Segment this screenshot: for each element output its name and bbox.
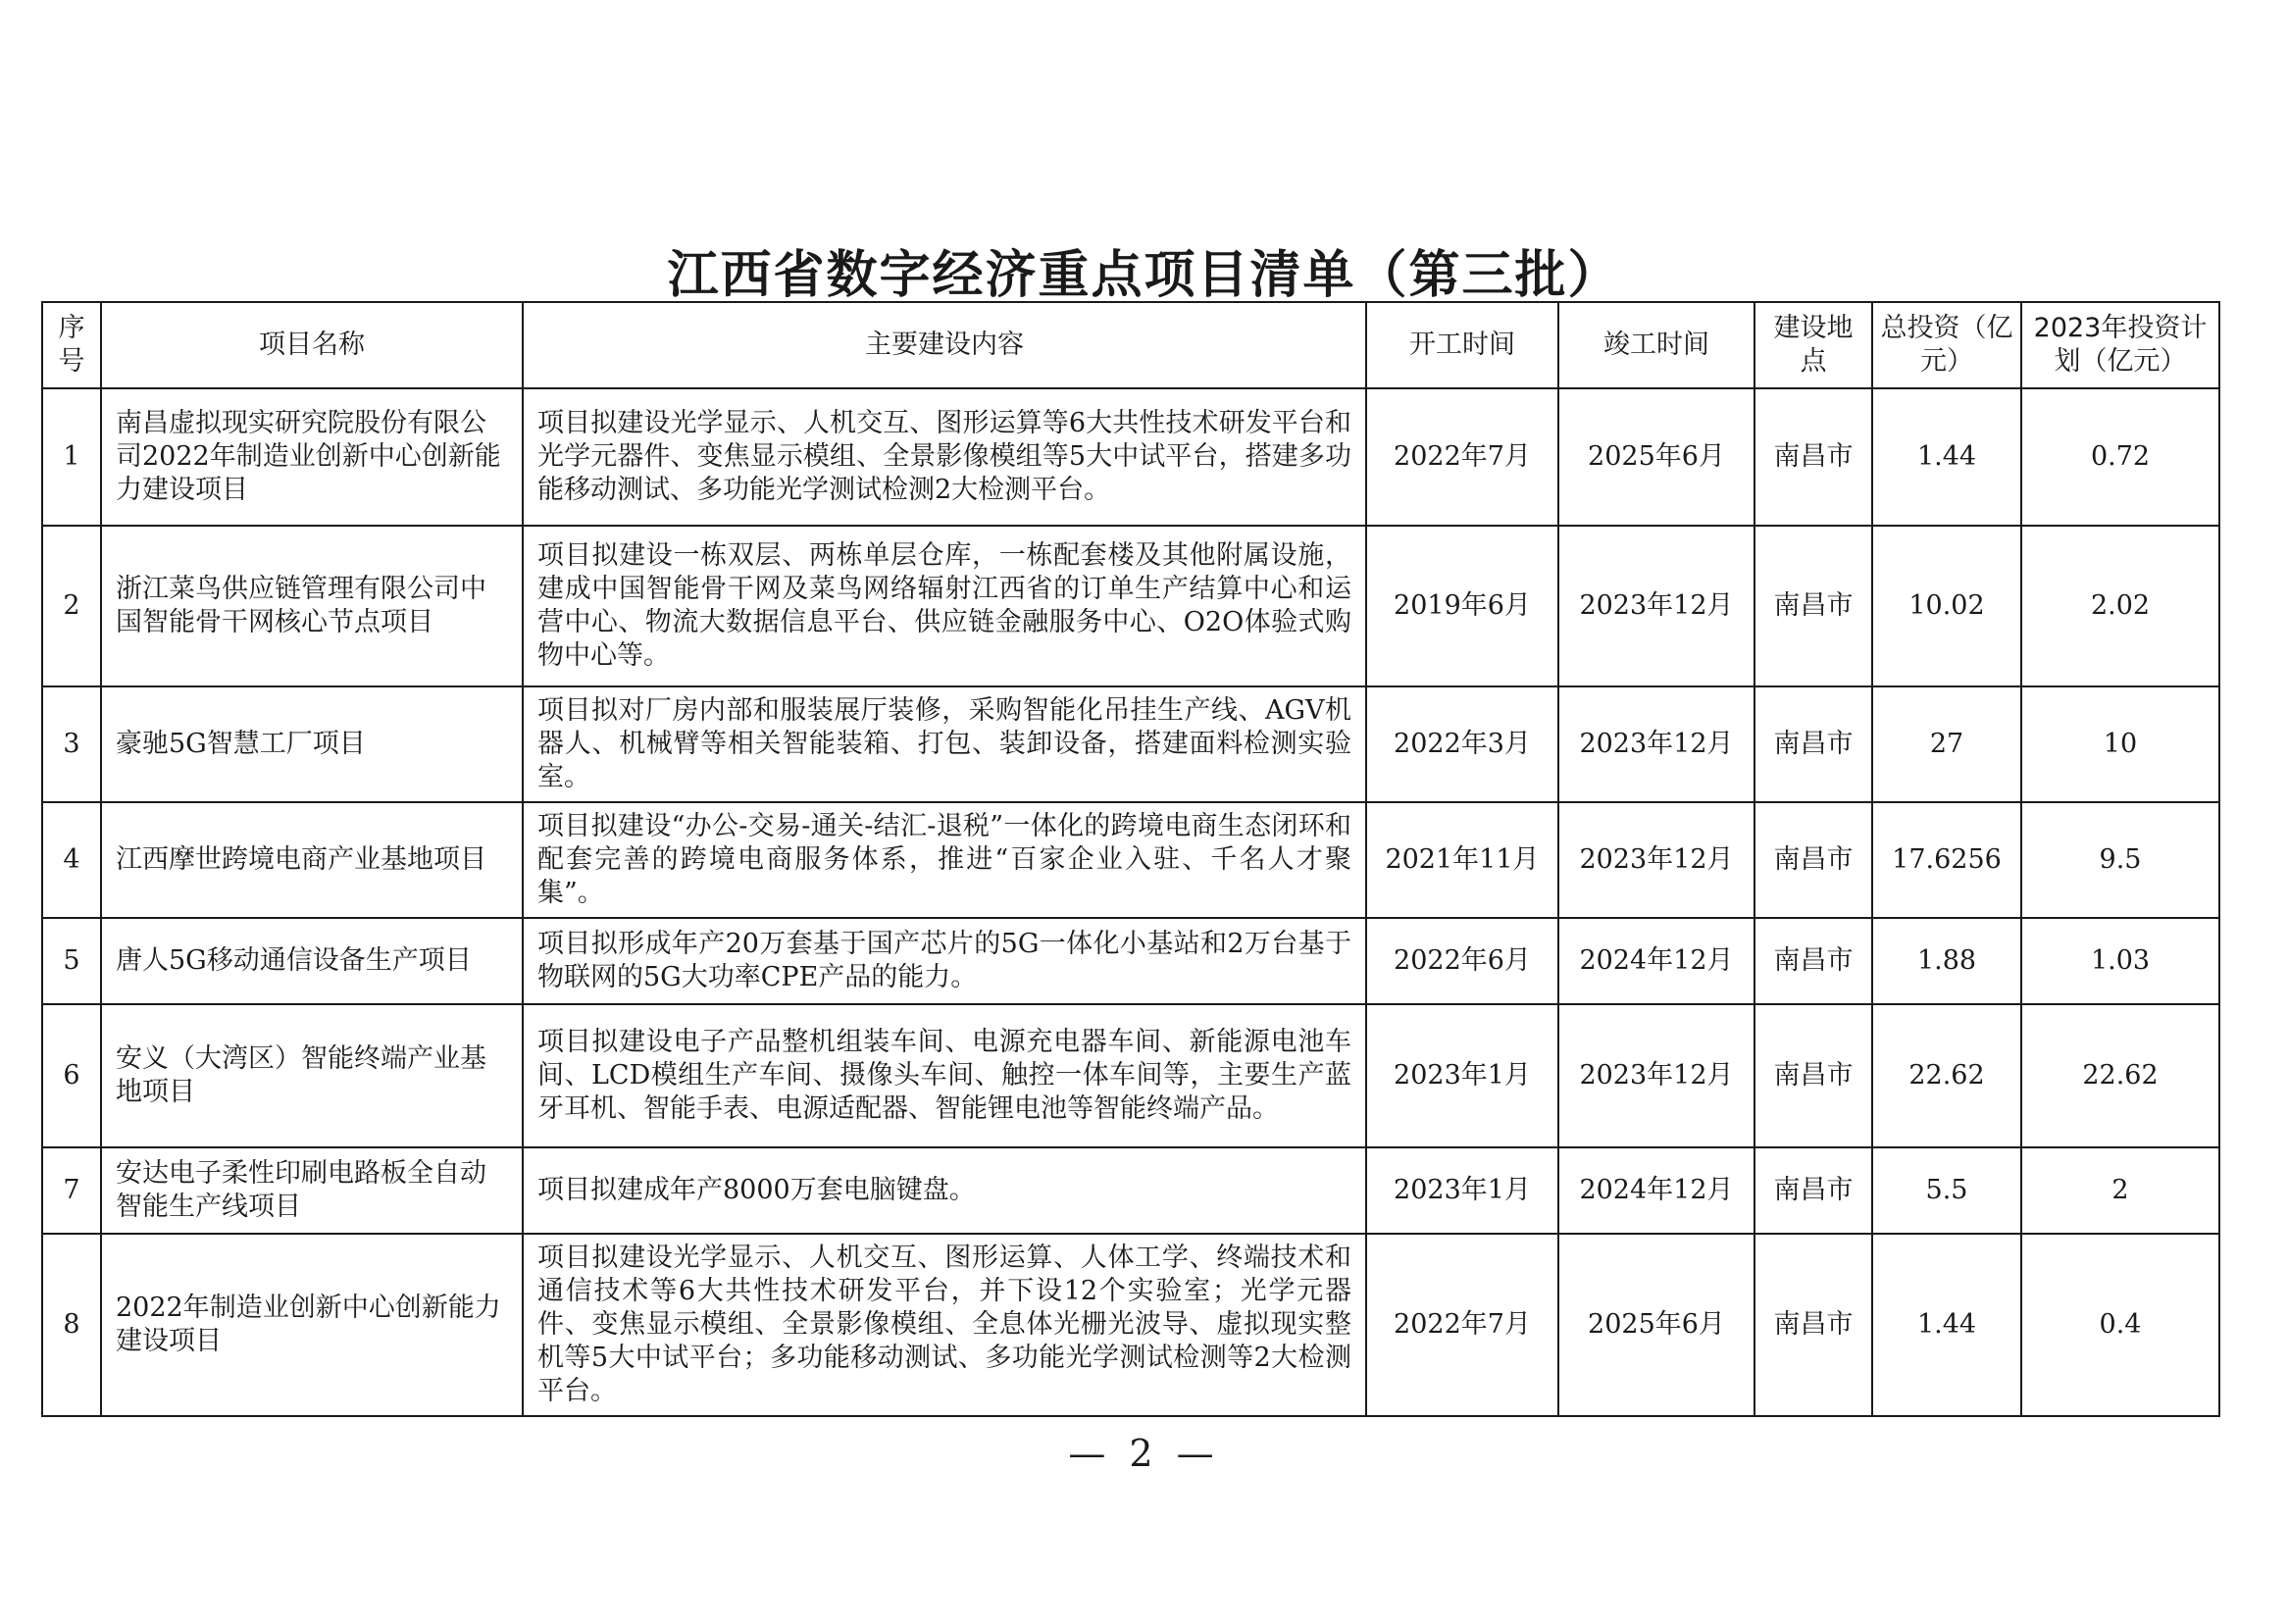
cell-end: 2025年6月: [1558, 1234, 1754, 1416]
cell-start: 2022年6月: [1366, 918, 1558, 1004]
cell-start: 2019年6月: [1366, 526, 1558, 686]
table-row: [42, 388, 2219, 526]
cell-content: 项目拟建设一栋双层、两栋单层仓库，一栋配套楼及其他附属设施，建成中国智能骨干网及菜鸟网络辐射江西省的订单生产结算中心和运营中心、物流大数据信息平台、供应链金融服务中心、O2O体验式购物中心等。: [523, 526, 1366, 686]
cell-end: 2023年12月: [1558, 526, 1754, 686]
cell-index: 1: [42, 388, 101, 526]
header-location: 建设地点: [1754, 302, 1872, 388]
cell-name: 江西摩世跨境电商产业基地项目: [101, 802, 523, 918]
cell-name: 安达电子柔性印刷电路板全自动智能生产线项目: [101, 1147, 523, 1234]
cell-plan: 2: [2021, 1147, 2219, 1234]
cell-index: 5: [42, 918, 101, 1004]
cell-total: 27: [1872, 686, 2021, 802]
cell-location: 南昌市: [1754, 918, 1872, 1004]
header-plan: 2023年投资计划（亿元）: [2021, 302, 2219, 388]
header-end: 竣工时间: [1558, 302, 1754, 388]
table-row: [42, 802, 2219, 918]
document-title: 江西省数字经济重点项目清单（第三批）: [667, 246, 1621, 305]
cell-index: 3: [42, 686, 101, 802]
cell-total: 1.44: [1872, 388, 2021, 526]
cell-end: 2023年12月: [1558, 1004, 1754, 1147]
cell-index: 7: [42, 1147, 101, 1234]
cell-location: 南昌市: [1754, 388, 1872, 526]
table-header-row: [42, 302, 2219, 388]
header-start: 开工时间: [1366, 302, 1558, 388]
cell-start: 2022年3月: [1366, 686, 1558, 802]
cell-plan: 0.72: [2021, 388, 2219, 526]
cell-total: 1.88: [1872, 918, 2021, 1004]
cell-content: 项目拟建成年产8000万套电脑键盘。: [523, 1147, 1366, 1234]
cell-index: 6: [42, 1004, 101, 1147]
table-row: [42, 526, 2219, 686]
cell-location: 南昌市: [1754, 802, 1872, 918]
cell-end: 2025年6月: [1558, 388, 1754, 526]
cell-plan: 10: [2021, 686, 2219, 802]
cell-end: 2023年12月: [1558, 802, 1754, 918]
header-content: 主要建设内容: [523, 302, 1366, 388]
page-number: — 2 —: [1068, 1432, 1220, 1475]
header-name: 项目名称: [101, 302, 523, 388]
cell-name: 安义（大湾区）智能终端产业基地项目: [101, 1004, 523, 1147]
cell-name: 浙江菜鸟供应链管理有限公司中国智能骨干网核心节点项目: [101, 526, 523, 686]
cell-start: 2023年1月: [1366, 1147, 1558, 1234]
cell-total: 22.62: [1872, 1004, 2021, 1147]
cell-plan: 0.4: [2021, 1234, 2219, 1416]
cell-total: 10.02: [1872, 526, 2021, 686]
cell-plan: 22.62: [2021, 1004, 2219, 1147]
cell-end: 2024年12月: [1558, 918, 1754, 1004]
cell-start: 2022年7月: [1366, 388, 1558, 526]
cell-end: 2024年12月: [1558, 1147, 1754, 1234]
cell-index: 2: [42, 526, 101, 686]
cell-start: 2021年11月: [1366, 802, 1558, 918]
cell-plan: 2.02: [2021, 526, 2219, 686]
cell-content: 项目拟形成年产20万套基于国产芯片的5G一体化小基站和2万台基于物联网的5G大功率CPE产品的能力。: [523, 918, 1366, 1004]
cell-content: 项目拟建设光学显示、人机交互、图形运算等6大共性技术研发平台和光学元器件、变焦显示模组、全景影像模组等5大中试平台，搭建多功能移动测试、多功能光学测试检测2大检测平台。: [523, 388, 1366, 526]
cell-total: 1.44: [1872, 1234, 2021, 1416]
cell-content: 项目拟建设电子产品整机组装车间、电源充电器车间、新能源电池车间、LCD模组生产车间、摄像头车间、触控一体车间等，主要生产蓝牙耳机、智能手表、电源适配器、智能锂电池等智能终端产品。: [523, 1004, 1366, 1147]
cell-content: 项目拟对厂房内部和服装展厅装修，采购智能化吊挂生产线、AGV机器人、机械臂等相关智能装箱、打包、装卸设备，搭建面料检测实验室。: [523, 686, 1366, 802]
table-row: [42, 686, 2219, 802]
cell-content: 项目拟建设光学显示、人机交互、图形运算、人体工学、终端技术和通信技术等6大共性技术研发平台，并下设12个实验室；光学元器件、变焦显示模组、全景影像模组、全息体光栅光波导、虚拟现实整机等5大中试平台；多功能移动测试、多功能光学测试检测等2大检测平台。: [523, 1234, 1366, 1416]
cell-name: 南昌虚拟现实研究院股份有限公司2022年制造业创新中心创新能力建设项目: [101, 388, 523, 526]
cell-start: 2023年1月: [1366, 1004, 1558, 1147]
cell-start: 2022年7月: [1366, 1234, 1558, 1416]
cell-content: 项目拟建设“办公-交易-通关-结汇-退税”一体化的跨境电商生态闭环和配套完善的跨境电商服务体系，推进“百家企业入驻、千名人才聚集”。: [523, 802, 1366, 918]
cell-plan: 9.5: [2021, 802, 2219, 918]
header-index: 序号: [42, 302, 101, 388]
header-total: 总投资（亿元）: [1872, 302, 2021, 388]
cell-total: 5.5: [1872, 1147, 2021, 1234]
cell-location: 南昌市: [1754, 1147, 1872, 1234]
table-row: [42, 1004, 2219, 1147]
table-row: [42, 1147, 2219, 1234]
cell-location: 南昌市: [1754, 1004, 1872, 1147]
cell-plan: 1.03: [2021, 918, 2219, 1004]
cell-index: 4: [42, 802, 101, 918]
cell-location: 南昌市: [1754, 526, 1872, 686]
cell-index: 8: [42, 1234, 101, 1416]
cell-total: 17.6256: [1872, 802, 2021, 918]
cell-location: 南昌市: [1754, 686, 1872, 802]
cell-name: 豪驰5G智慧工厂项目: [101, 686, 523, 802]
cell-name: 2022年制造业创新中心创新能力建设项目: [101, 1234, 523, 1416]
cell-end: 2023年12月: [1558, 686, 1754, 802]
project-table: [41, 301, 2220, 1417]
cell-name: 唐人5G移动通信设备生产项目: [101, 918, 523, 1004]
table-row: [42, 1234, 2219, 1416]
table-row: [42, 918, 2219, 1004]
cell-location: 南昌市: [1754, 1234, 1872, 1416]
